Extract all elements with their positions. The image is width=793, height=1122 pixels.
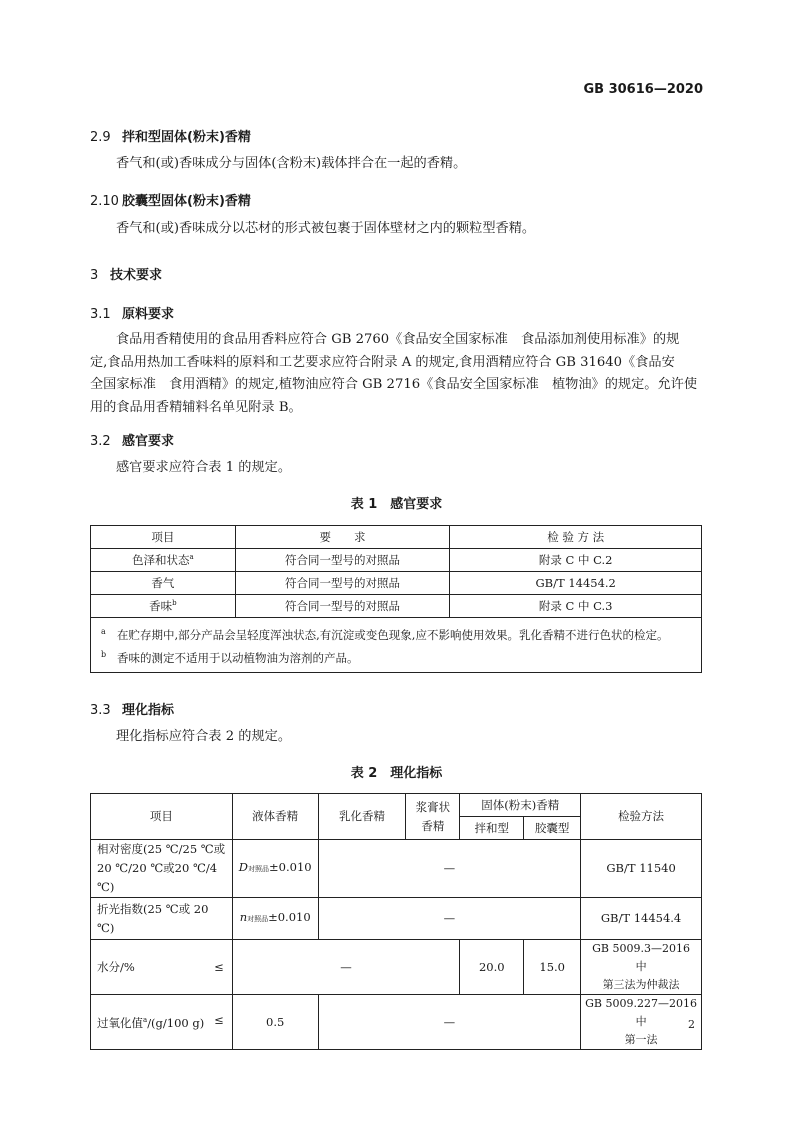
header-cell: 检 验 方 法 <box>450 526 702 549</box>
liquid-cell: n对照品±0.010 <box>232 898 318 940</box>
method-cell: GB 5009.227—2016 中 第一法 <box>581 995 702 1050</box>
table-row <box>91 840 702 898</box>
table-row <box>91 898 702 940</box>
capsule-cell: 15.0 <box>524 940 581 995</box>
table-notes <box>91 618 702 673</box>
section-2-9-heading <box>90 126 251 145</box>
section-2-9-text: 香气和(或)香味成分与固体(含粉末)载体拌合在一起的香精。 <box>116 156 467 171</box>
section-title: 技术要求 <box>110 268 163 283</box>
method-cell: GB/T 14454.4 <box>581 898 702 940</box>
method-cell: 附录 C 中 C.3 <box>450 595 702 618</box>
physicochemical-table <box>90 793 702 1050</box>
item-cell: 香味$^b$ <box>91 595 236 618</box>
method-cell: GB 5009.3—2016 中 第三法为仲裁法 <box>581 940 702 995</box>
item-cell: 相对密度(25 ℃/25 ℃或 20 ℃/20 ℃或20 ℃/4 ℃) <box>91 840 233 898</box>
section-2-10-heading <box>90 190 251 209</box>
section-3-1-text: 食品用香精使用的食品用香料应符合 GB 2760《食品安全国家标准 食品添加剂使用标准》的规 定,食品用热加工香味料的原料和工艺要求应符合附录 A 的规定,食用酒精应符合 GB 31640《食品安 全国家标准 食用酒精》的规定,植物油应符合 GB 2716《食品安全国家标准 植物油》的规定。允许使 用的食品用香精辅料名单见附录 B。 <box>90 332 698 415</box>
method-cell: GB/T 11540 <box>581 840 702 898</box>
section-title: 胶囊型固体(粉末)香精 <box>122 194 251 209</box>
section-number: 3.3 <box>90 703 111 718</box>
section-2-10-text: 香气和(或)香味成分以芯材的形式被包裹于固体壁材之内的颗粒型香精。 <box>116 221 536 236</box>
header-solid: 固体(粉末)香精 <box>460 794 581 817</box>
section-3-1-heading <box>90 303 174 322</box>
section-title: 理化指标 <box>122 703 175 718</box>
table-row <box>91 595 702 618</box>
page-number: 2 <box>688 1018 695 1031</box>
requirement-cell: 符合同一型号的对照品 <box>235 595 450 618</box>
note-b: $^b$ 香味的测定不适用于以动植物油为溶剂的产品。 <box>101 649 359 665</box>
table2-caption: 表 2 理化指标 <box>350 766 443 781</box>
section-3-heading <box>90 264 162 283</box>
item-cell: 折光指数(25 ℃或 20 ℃) <box>91 898 233 940</box>
header-method: 检验方法 <box>581 794 702 840</box>
table-header-row <box>91 526 702 549</box>
table-row <box>91 995 702 1050</box>
liquid-cell: 0.5 <box>232 995 318 1050</box>
section-3-3-text: 理化指标应符合表 2 的规定。 <box>116 729 292 744</box>
section-title: 原料要求 <box>122 307 175 322</box>
section-title: 拌和型固体(粉末)香精 <box>122 130 251 145</box>
item-cell: 色泽和状态$^a$ <box>91 549 236 572</box>
table-header-row <box>91 794 702 817</box>
header-liquid: 液体香精 <box>232 794 318 840</box>
header-cell: 要 求 <box>235 526 450 549</box>
sensory-requirements-table <box>90 525 702 673</box>
section-title: 感官要求 <box>122 434 175 449</box>
header-emulsion: 乳化香精 <box>318 794 406 840</box>
dash-cell: — <box>318 898 581 940</box>
section-number: 2.10 <box>90 194 119 209</box>
item-cell: 水分/% ≤ <box>91 940 233 995</box>
table-row <box>91 572 702 595</box>
dash-cell: — <box>232 940 460 995</box>
standard-code: GB 30616—2020 <box>583 82 703 97</box>
section-3-2-text: 感官要求应符合表 1 的规定。 <box>116 460 292 475</box>
note-a: $^a$ 在贮存期中,部分产品会呈轻度浑浊状态,有沉淀或变色现象,应不影响使用效果。乳化香精不进行色状的检定。 <box>101 627 669 642</box>
item-cell: 过氧化值$^a$/(g/100 g) ≤ <box>91 995 233 1050</box>
header-item: 项目 <box>91 794 233 840</box>
liquid-cell: D对照品±0.010 <box>232 840 318 898</box>
method-cell: GB/T 14454.2 <box>450 572 702 595</box>
item-cell: 香气 <box>91 572 236 595</box>
table-notes-row <box>91 618 702 673</box>
dash-cell: — <box>318 995 581 1050</box>
method-cell: 附录 C 中 C.2 <box>450 549 702 572</box>
requirement-cell: 符合同一型号的对照品 <box>235 572 450 595</box>
table1-caption: 表 1 感官要求 <box>350 497 443 512</box>
requirement-cell: 符合同一型号的对照品 <box>235 549 450 572</box>
header-paste: 浆膏状香精 <box>406 794 460 840</box>
table-row <box>91 549 702 572</box>
section-number: 2.9 <box>90 130 111 145</box>
section-number: 3 <box>90 268 99 283</box>
header-mixed: 拌和型 <box>460 817 524 840</box>
mixed-cell: 20.0 <box>460 940 524 995</box>
dash-cell: — <box>318 840 581 898</box>
section-number: 3.1 <box>90 307 111 322</box>
section-3-2-heading <box>90 430 174 449</box>
header-capsule: 胶囊型 <box>524 817 581 840</box>
section-3-3-heading <box>90 699 174 718</box>
table-row <box>91 940 702 995</box>
header-cell: 项目 <box>91 526 236 549</box>
section-number: 3.2 <box>90 434 111 449</box>
